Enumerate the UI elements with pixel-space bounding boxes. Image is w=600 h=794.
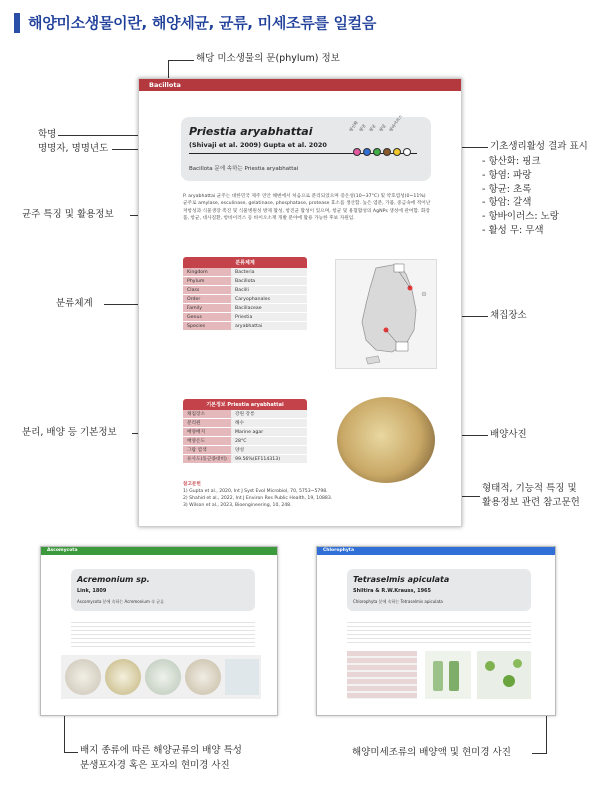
callout-classification: 분류체계	[56, 298, 93, 309]
table-row	[183, 268, 307, 277]
korea-map-icon	[336, 260, 436, 368]
callout-fungi-line2: 분생포자경 혹은 포자의 현미경 사진	[80, 760, 230, 771]
reference-item: 1) Gupta et al., 2020, Int J Syst Evol Microbiol, 70, 5753~5798.	[183, 489, 328, 495]
table-key: Class	[183, 286, 231, 294]
bio-item: - 활성 무: 무색	[482, 224, 544, 236]
table-row	[183, 437, 307, 446]
table-value: 해수	[231, 419, 307, 427]
basic-info-rows	[183, 410, 307, 464]
activity-label: 항암	[378, 123, 387, 133]
fungi-species-subtitle: Ascomycota 분에 속하는 Acremonium 속 균류	[77, 599, 164, 604]
table-value: Bacilli	[231, 286, 307, 294]
table-key: Family	[183, 304, 231, 312]
table-row	[183, 428, 307, 437]
table-row	[183, 295, 307, 304]
table-row	[183, 410, 307, 419]
reference-item: 3) Wilson et al., 2023, Bioengineering, 10, 248.	[183, 503, 292, 509]
table-row	[183, 286, 307, 295]
bio-item: - 항균: 초록	[482, 183, 532, 195]
table-key: Kingdom	[183, 268, 231, 276]
activity-label: 항산화	[348, 120, 359, 133]
title-accent-bar	[14, 13, 20, 33]
plate-photo	[65, 659, 101, 695]
activity-dot	[373, 148, 381, 156]
table-row	[183, 304, 307, 313]
fungi-species-box	[71, 569, 255, 611]
table-value: Bacillaceae	[231, 304, 307, 312]
table-key: 배양온도	[183, 437, 231, 445]
algae-description-block	[347, 619, 531, 643]
algae-species-subtitle: Chlorophyta 분에 속하는 Tetraselmis apiculata	[353, 599, 443, 604]
algae-species-author: Shiltira & R.W.Krauss, 1965	[353, 588, 432, 594]
callout-isolation-info: 분리, 배양 등 기본정보	[22, 427, 117, 438]
references	[183, 481, 332, 509]
plate-photo	[185, 659, 221, 695]
bio-item: - 항산화: 핑크	[482, 156, 541, 167]
activity-label: 항염	[358, 123, 367, 133]
species-author: (Shivaji et al. 2009) Gupta et al. 2020	[189, 141, 327, 149]
callout-scientific-name: 학명	[38, 129, 57, 140]
table-key: Phylum	[183, 277, 231, 285]
activity-dot	[363, 148, 371, 156]
fungi-description-block	[71, 619, 255, 649]
table-key: 배양배지	[183, 428, 231, 436]
table-value: Bacteria	[231, 268, 307, 276]
fungi-plates-strip	[61, 655, 261, 699]
culture-photo	[337, 397, 435, 483]
table-key: Genus	[183, 313, 231, 321]
algae-microscope-photo	[477, 651, 531, 699]
leader-line	[546, 716, 547, 754]
fungi-phylum-bar: Ascomycota	[41, 547, 277, 555]
callout-collection-site: 채집장소	[490, 310, 527, 321]
basic-info-table-title: 기본정보 Priestia aryabhattai	[183, 399, 307, 410]
table-key: 유사도(동근종대비)	[183, 455, 231, 463]
activity-dot	[393, 148, 401, 156]
bio-item: - 항암: 갈색	[482, 197, 532, 209]
activity-dot	[403, 148, 411, 156]
table-value: 28°C	[231, 437, 307, 445]
table-value: Marine agar	[231, 428, 307, 436]
algae-culture-photo	[425, 651, 471, 699]
table-value: 양성	[231, 446, 307, 454]
classification-table-title: 분류체계	[183, 257, 307, 268]
species-name: Priestia aryabhattai	[189, 125, 313, 138]
activity-dots	[353, 148, 411, 156]
table-value: Bacillota	[231, 277, 307, 285]
fungi-sample-card	[40, 546, 278, 716]
classification-rows	[183, 268, 307, 331]
page-header	[14, 12, 376, 33]
activity-label: 항균	[368, 123, 377, 133]
table-row	[183, 322, 307, 331]
activity-dot	[383, 148, 391, 156]
algae-species-box	[347, 569, 531, 611]
sample-sheet	[138, 78, 462, 527]
callout-culture-photo: 배양사진	[490, 429, 527, 440]
table-value: aryabhattai	[231, 322, 307, 330]
table-value: Caryophanales	[231, 295, 307, 303]
reference-item: 2) Shahid et al., 2022, Int J Environ Res Public Health, 19, 10883.	[183, 496, 333, 502]
plate-photo	[105, 659, 141, 695]
table-value: 강원 강릉	[231, 410, 307, 418]
algae-phylum-bar: Chlorophyta	[317, 547, 555, 555]
callout-phylum: 해당 미소생물의 문(phylum) 정보	[196, 53, 340, 64]
table-key: 분리원	[183, 419, 231, 427]
callout-fungi-line1: 배지 종류에 따른 해양균류의 배양 특성	[80, 745, 242, 756]
callout-refs-line1: 형태적, 기능적 특징 및	[482, 483, 577, 494]
table-row	[183, 313, 307, 322]
table-row	[183, 455, 307, 464]
strain-description: P. aryabhattai 균주는 대한민국 제주 연안 해변에서 처음으로 분리되었으며 증온성(10~37°C) 및 약호염성(0~11%) 균주로 amylase, esculinase, gelatinase, phosphatase, protease 효소를 생산함. 높은 염분, 가뭄, 중금속에 적어난 저항성과 식물생장 촉진 및 식물병원성 방제 활성, 항진균 활성이 있으며, 항균 및 용혈활성의 AgNPs 생성에 관여함. 화장품, 항균, 대사질환, 항바이러스 등 바이오소재 개발 분야에 활용 가능한 후보 자원임.	[183, 194, 431, 221]
table-key: Species	[183, 322, 231, 330]
leader-line	[64, 752, 78, 753]
bio-item-list	[482, 155, 559, 238]
species-subtitle: Bacillota 문에 속하는 Priestia aryabhattai	[189, 166, 299, 172]
table-key: Order	[183, 295, 231, 303]
table-value: 99.56%(EF114313)	[231, 455, 307, 463]
fungi-species-name: Acremonium sp.	[77, 575, 150, 584]
algae-species-name: Tetraselmis apiculata	[353, 575, 450, 584]
activity-label: 항바이러스	[388, 113, 404, 133]
table-row	[183, 277, 307, 286]
leader-line	[532, 753, 546, 754]
callout-refs-line2: 활용정보 관련 참고문헌	[482, 497, 580, 508]
activity-dot	[353, 148, 361, 156]
leader-line	[168, 60, 194, 61]
microscope-photo	[225, 659, 259, 695]
phylum-bar: Bacillota	[139, 79, 461, 91]
table-row	[183, 446, 307, 455]
species-box	[181, 113, 431, 181]
fungi-species-author: Link, 1809	[77, 588, 107, 594]
algae-classification-table	[347, 651, 417, 699]
table-row	[183, 419, 307, 428]
callout-strain-features: 균주 특징 및 활용정보	[22, 209, 114, 220]
basic-info-table	[183, 399, 307, 464]
collection-map	[335, 259, 437, 369]
plate-photo	[145, 659, 181, 695]
bio-item: - 항바이러스: 노랑	[482, 211, 559, 223]
bio-item: - 항염: 파랑	[482, 169, 532, 181]
table-key: 채집장소	[183, 410, 231, 418]
callout-namer-year: 명명자, 명명년도	[38, 143, 109, 154]
callout-algae: 해양미세조류의 배양액 및 현미경 사진	[352, 747, 511, 758]
leader-line	[64, 716, 65, 752]
table-value: Priestia	[231, 313, 307, 321]
activity-labels	[348, 113, 404, 133]
page-title: 해양미소생물이란, 해양세균, 균류, 미세조류를 일컬음	[28, 14, 377, 32]
classification-table	[183, 257, 307, 331]
table-key: 그람 염색	[183, 446, 231, 454]
references-title: 참고문헌	[183, 482, 201, 487]
algae-sample-card	[316, 546, 556, 716]
callout-bio-result: 기초생리활성 결과 표시	[490, 141, 588, 152]
